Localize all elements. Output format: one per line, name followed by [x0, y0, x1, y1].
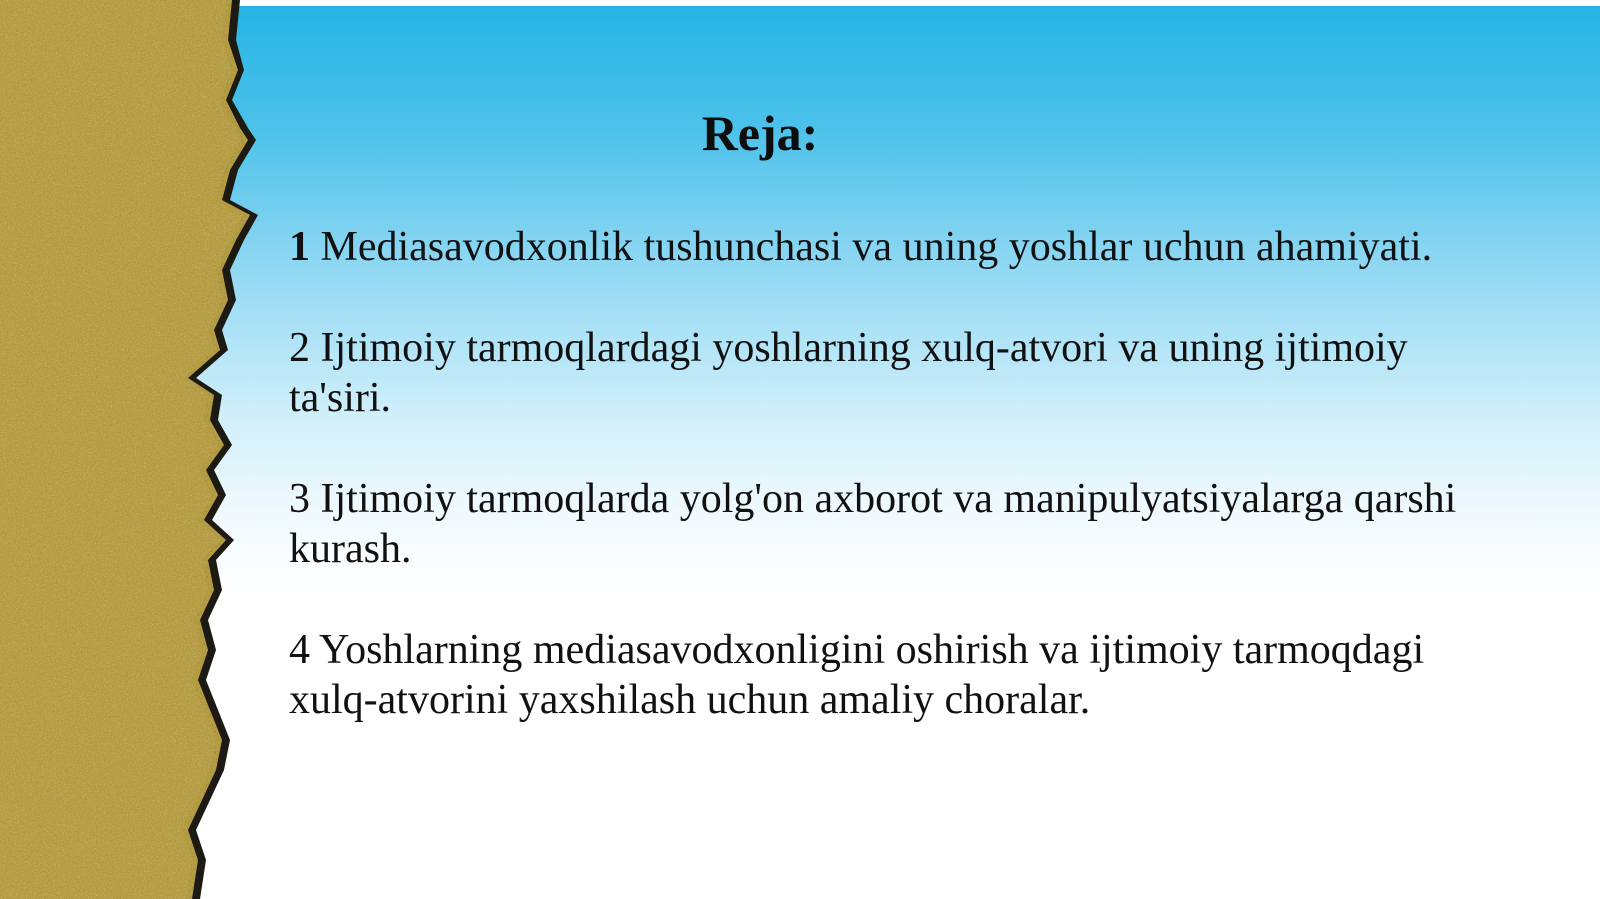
plan-item-text: Yoshlarning mediasavodxonligini oshirish va ijtimoiy tarmoqdagi xulq-atvorini yaxshilash uchun amaliy choralar.: [289, 627, 1425, 723]
plan-item-4: [289, 625, 1509, 725]
slide-title: Reja:: [701, 105, 819, 161]
plan-item-text: Ijtimoiy tarmoqlardagi yoshlarning xulq-atvori va uning ijtimoiy ta'siri.: [289, 325, 1408, 421]
plan-item-number: 1: [289, 224, 310, 270]
plan-item-number: 3: [289, 476, 310, 522]
plan-list: [289, 222, 1509, 776]
plan-item-number: 4: [289, 627, 310, 673]
plan-item-number: 2: [289, 325, 310, 371]
plan-item-text: Mediasavodxonlik tushunchasi va uning yoshlar uchun ahamiyati.: [310, 224, 1433, 270]
plan-item-3: [289, 474, 1509, 574]
plan-item-text: Ijtimoiy tarmoqlarda yolg'on axborot va manipulyatsiyalarga qarshi kurash.: [289, 476, 1457, 572]
plan-item-1: [289, 222, 1509, 272]
plan-item-2: [289, 323, 1509, 423]
